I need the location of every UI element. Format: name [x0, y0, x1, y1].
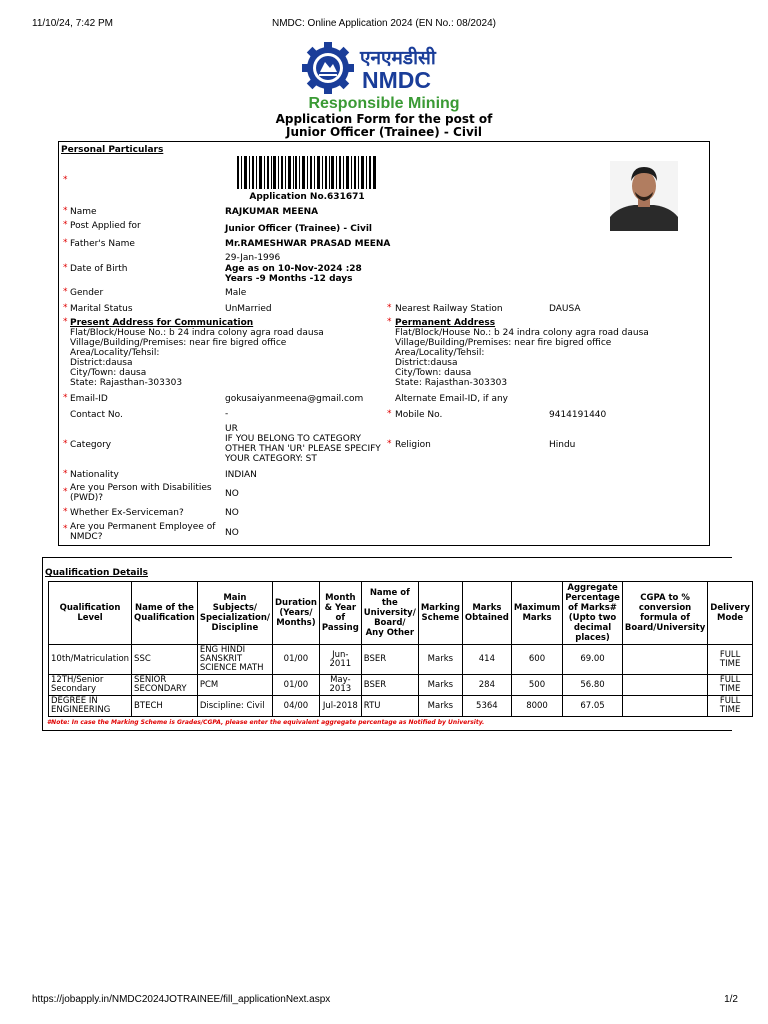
present-address-line: District:dausa	[70, 358, 133, 368]
qualification-details-box	[42, 557, 750, 731]
table-cell: Jun-2011	[319, 645, 361, 675]
dob-value: 29-Jan-1996	[225, 253, 281, 263]
mobile-label: Mobile No.	[395, 410, 443, 420]
marital-status-label: Marital Status	[70, 304, 133, 314]
column-header: Marking Scheme	[418, 582, 462, 645]
required-asterisk: *	[387, 409, 392, 419]
contact-label: Contact No.	[70, 410, 123, 420]
required-asterisk: *	[63, 303, 68, 313]
gender-value: Male	[225, 288, 247, 298]
table-cell: 01/00	[272, 675, 319, 696]
logo-hindi-text: एनएमडीसी	[360, 47, 436, 69]
railway-station-label: Nearest Railway Station	[395, 304, 503, 314]
age-line-1: Age as on 10-Nov-2024 :28	[225, 264, 362, 274]
table-cell: Discipline: Civil	[197, 696, 272, 717]
logo-english-text: NMDC	[362, 67, 431, 93]
table-cell: 600	[511, 645, 562, 675]
print-url: https://jobapply.in/NMDC2024JOTRAINEE/fill_applicationNext.aspx	[32, 994, 331, 1005]
required-asterisk: *	[63, 507, 68, 517]
category-line: UR	[225, 424, 238, 434]
table-cell: Marks	[418, 675, 462, 696]
table-row	[49, 645, 753, 675]
marital-status-value: UnMarried	[225, 304, 272, 314]
table-cell: Marks	[418, 645, 462, 675]
nationality-value: INDIAN	[225, 470, 257, 480]
permanent-address-line: Village/Building/Premises: near fire bigred office	[395, 338, 612, 348]
qualification-section-title: Qualification Details	[45, 568, 148, 578]
father-name-label: Father's Name	[70, 239, 135, 249]
post-value: Junior Officer (Trainee) - Civil	[225, 224, 373, 234]
permanent-address-line: District:dausa	[395, 358, 458, 368]
name-label: Name	[70, 207, 97, 217]
required-asterisk: *	[387, 317, 392, 327]
contact-value: -	[225, 409, 229, 419]
age-text	[225, 264, 362, 284]
table-cell: PCM	[197, 675, 272, 696]
required-asterisk: *	[63, 175, 68, 185]
category-line: IF YOU BELONG TO CATEGORY	[225, 434, 362, 444]
table-cell: 56.80	[563, 675, 623, 696]
table-row	[49, 696, 753, 717]
required-asterisk: *	[63, 287, 68, 297]
nmdc-logo	[300, 38, 470, 98]
column-header: Name of the University/ Board/ Any Other	[361, 582, 418, 645]
post-label: Post Applied for	[70, 221, 141, 231]
column-header: Marks Obtained	[462, 582, 511, 645]
railway-station-value: DAUSA	[549, 304, 581, 314]
table-cell: May-2013	[319, 675, 361, 696]
table-row	[49, 675, 753, 696]
print-page-number: 1/2	[724, 994, 738, 1005]
required-asterisk: *	[63, 220, 68, 230]
column-header: Name of the Qualification	[132, 582, 198, 645]
table-cell: DEGREE IN ENGINEERING	[49, 696, 132, 717]
required-asterisk: *	[63, 238, 68, 248]
present-address-line: State: Rajasthan-303303	[70, 378, 183, 388]
personal-particulars-box	[58, 141, 710, 546]
barcode-icon	[237, 156, 377, 194]
pwd-value: NO	[225, 489, 239, 499]
form-title	[0, 113, 768, 139]
pwd-label-line-2: (PWD)?	[70, 493, 104, 503]
form-title-line-2: Junior Officer (Trainee) - Civil	[285, 125, 483, 139]
column-header: CGPA to % conversion formula of Board/University	[622, 582, 707, 645]
table-cell: 04/00	[272, 696, 319, 717]
table-cell	[622, 675, 707, 696]
permanent-employee-label	[70, 522, 215, 542]
qualification-header-row	[49, 582, 753, 645]
dob-label: Date of Birth	[70, 264, 128, 274]
table-cell: 67.05	[563, 696, 623, 717]
required-asterisk: *	[63, 393, 68, 403]
required-asterisk: *	[63, 263, 68, 273]
present-address-line: City/Town: dausa	[70, 368, 147, 378]
table-cell: RTU	[361, 696, 418, 717]
category-line: OTHER THAN 'UR' PLEASE SPECIFY	[225, 444, 381, 454]
table-cell: 69.00	[563, 645, 623, 675]
column-header: Main Subjects/ Specialization/ Discipline	[197, 582, 272, 645]
personal-section-title: Personal Particulars	[61, 145, 164, 155]
category-value	[225, 424, 381, 464]
religion-value: Hindu	[549, 440, 576, 450]
present-address-block	[70, 318, 324, 388]
required-asterisk: *	[387, 439, 392, 449]
age-line-2: Years -9 Months -12 days	[225, 274, 353, 284]
pwd-label	[70, 483, 212, 503]
column-header: Aggregate Percentage of Marks# (Upto two decimal places)	[563, 582, 623, 645]
permanent-address-block	[395, 318, 649, 388]
category-label: Category	[70, 440, 112, 450]
permanent-address-line: City/Town: dausa	[395, 368, 472, 378]
permanent-employee-label-line-2: NMDC?	[70, 532, 103, 542]
print-datetime: 11/10/24, 7:42 PM	[32, 18, 113, 29]
required-asterisk: *	[63, 439, 68, 449]
ex-serviceman-value: NO	[225, 508, 239, 518]
required-asterisk: *	[63, 206, 68, 216]
table-cell: 414	[462, 645, 511, 675]
permanent-address-line: State: Rajasthan-303303	[395, 378, 508, 388]
table-cell: 8000	[511, 696, 562, 717]
present-address-title: Present Address for Communication	[70, 318, 254, 328]
category-line: YOUR CATEGORY: ST	[225, 454, 317, 464]
name-value: RAJKUMAR MEENA	[225, 207, 319, 217]
required-asterisk: *	[63, 469, 68, 479]
column-header: Month & Year of Passing	[319, 582, 361, 645]
permanent-address-line: Flat/Block/House No.: b 24 indra colony agra road dausa	[395, 328, 649, 338]
form-title-line-1: Application Form for the post of	[275, 112, 493, 126]
alt-email-label: Alternate Email-ID, if any	[395, 394, 509, 404]
ex-serviceman-label: Whether Ex-Serviceman?	[70, 508, 184, 518]
applicant-photo	[610, 161, 678, 231]
father-name-value: Mr.RAMESHWAR PRASAD MEENA	[225, 239, 391, 249]
tagline: Responsible Mining	[308, 95, 460, 112]
nmdc-emblem-icon	[300, 38, 470, 98]
application-number: Application No.631671	[249, 192, 365, 202]
table-cell: FULL TIME	[708, 675, 753, 696]
table-cell: 500	[511, 675, 562, 696]
table-cell: 12TH/Senior Secondary	[49, 675, 132, 696]
table-cell: 10th/Matriculation	[49, 645, 132, 675]
present-address-line: Area/Locality/Tehsil:	[70, 348, 160, 358]
permanent-employee-label-line-1: Are you Permanent Employee of	[70, 522, 216, 532]
table-cell: 284	[462, 675, 511, 696]
pwd-label-line-1: Are you Person with Disabilities	[70, 483, 212, 493]
gender-label: Gender	[70, 288, 104, 298]
table-cell: BSER	[361, 645, 418, 675]
email-value: gokusaiyanmeena@gmail.com	[225, 394, 364, 404]
email-label: Email-ID	[70, 394, 108, 404]
qualification-table	[48, 581, 753, 717]
table-cell: Marks	[418, 696, 462, 717]
column-header: Duration (Years/ Months)	[272, 582, 319, 645]
present-address-line: Flat/Block/House No.: b 24 indra colony agra road dausa	[70, 328, 324, 338]
column-header: Qualification Level	[49, 582, 132, 645]
nationality-label: Nationality	[70, 470, 119, 480]
required-asterisk: *	[387, 303, 392, 313]
table-cell: SSC	[132, 645, 198, 675]
table-cell: 01/00	[272, 645, 319, 675]
required-asterisk: *	[63, 317, 68, 327]
column-header: Delivery Mode	[708, 582, 753, 645]
table-cell: FULL TIME	[708, 645, 753, 675]
table-cell	[622, 696, 707, 717]
column-header: Maximum Marks	[511, 582, 562, 645]
table-cell: BTECH	[132, 696, 198, 717]
permanent-address-line: Area/Locality/Tehsil:	[395, 348, 485, 358]
print-page-title: NMDC: Online Application 2024 (EN No.: 08/2024)	[271, 18, 496, 29]
table-cell: 5364	[462, 696, 511, 717]
table-cell: Jul-2018	[319, 696, 361, 717]
table-cell: SENIOR SECONDARY	[132, 675, 198, 696]
print-header	[0, 18, 768, 32]
permanent-employee-value: NO	[225, 528, 239, 538]
table-cell	[622, 645, 707, 675]
present-address-line: Village/Building/Premises: near fire bigred office	[70, 338, 287, 348]
mobile-value: 9414191440	[549, 410, 607, 420]
table-cell: BSER	[361, 675, 418, 696]
table-cell: ENG HINDI SANSKRIT SCIENCE MATH	[197, 645, 272, 675]
required-asterisk: *	[63, 524, 68, 534]
religion-label: Religion	[395, 440, 431, 450]
permanent-address-title: Permanent Address	[395, 318, 496, 328]
qualification-note: #Note: In case the Marking Scheme is Grades/CGPA, please enter the equivalent aggregate percentage as Notified by University.	[47, 719, 485, 726]
required-asterisk: *	[63, 487, 68, 497]
table-cell: FULL TIME	[708, 696, 753, 717]
